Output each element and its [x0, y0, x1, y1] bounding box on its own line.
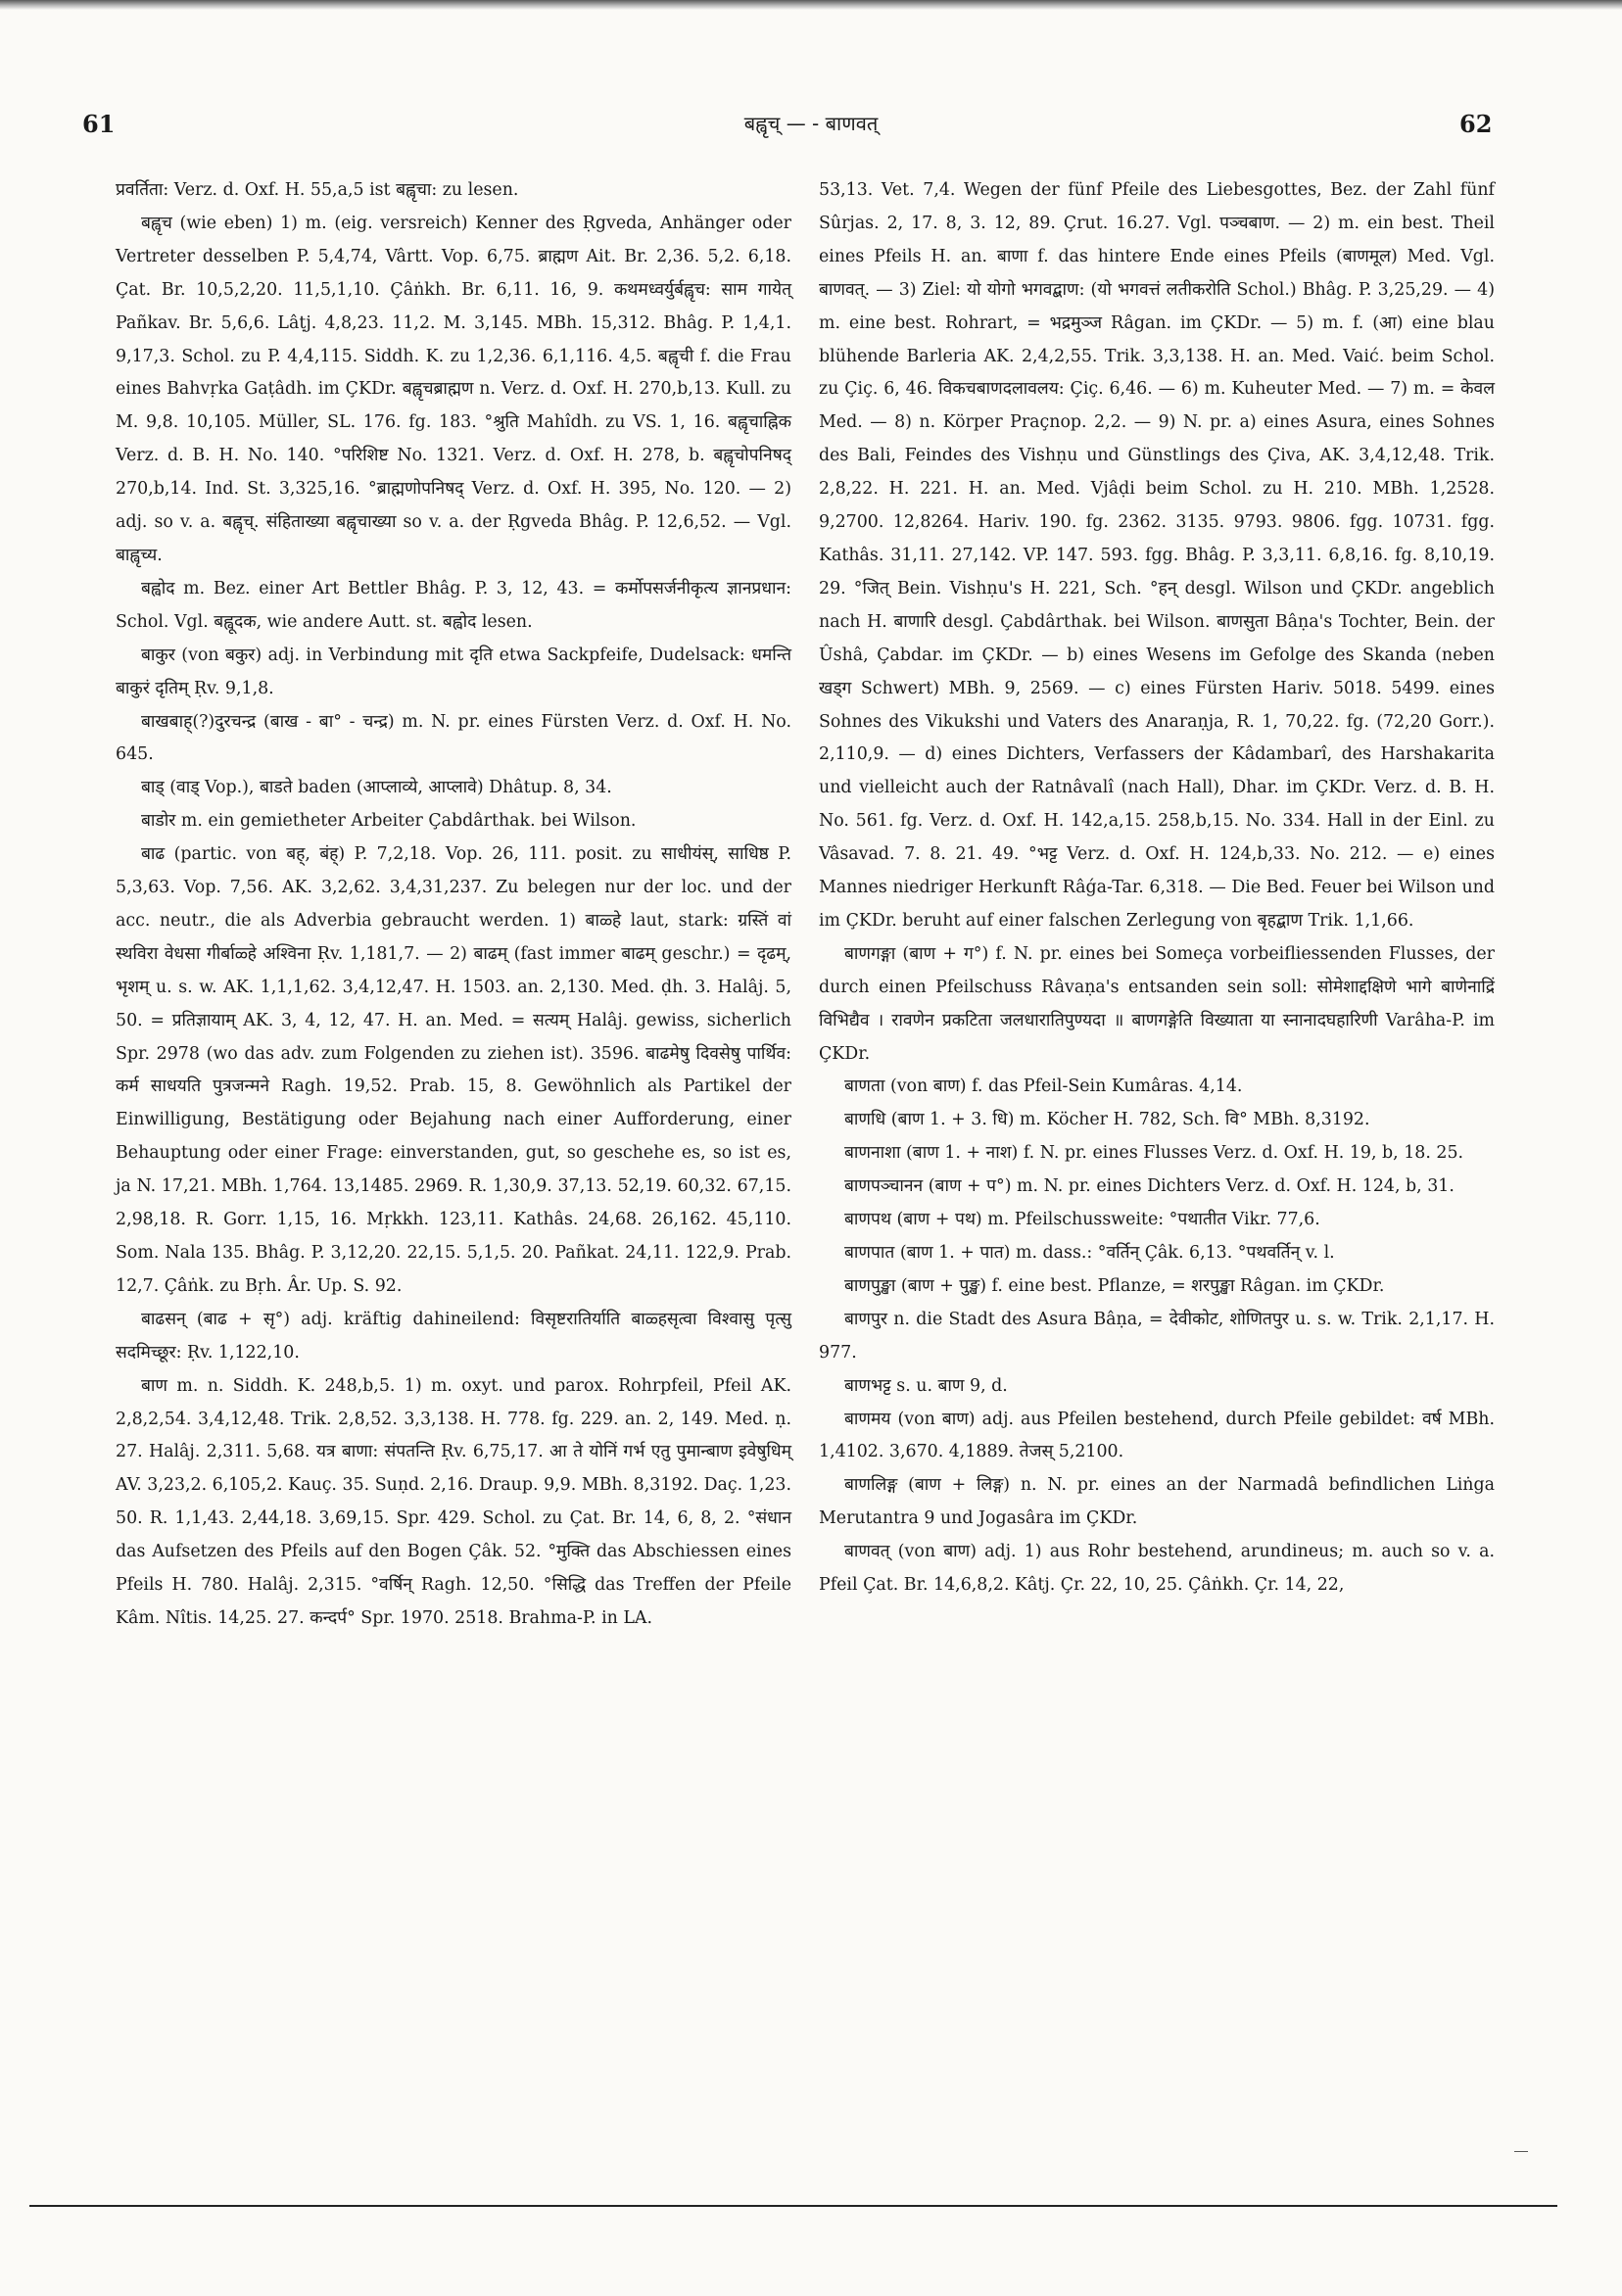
entry-paragraph: बाणधि (बाण 1. + 3. धि) m. Köcher H. 782, Sch. वि° MBh. 8,3192. — [844, 1110, 1370, 1130]
scan-edge — [0, 0, 1622, 10]
entry-paragraph: बाणपञ्चानन (बाण + प°) m. N. pr. eines Dichters Verz. d. Oxf. H. 124, b, 31. — [844, 1176, 1455, 1197]
entry-paragraph: बाणपुङ्खा (बाण + पुङ्ख) f. eine best. Pflanze, = शरपुङ्खा Râgan. im ÇKDr. — [844, 1275, 1385, 1296]
entry-paragraph: बाणपथ (बाण + पथ) m. Pfeilschussweite: °पथातीत Vikr. 77,6. — [844, 1210, 1320, 1230]
entry-paragraph: बाणता (von बाण) f. das Pfeil-Sein Kumâras. 4,14. — [844, 1076, 1243, 1097]
page-number-left: 61 — [82, 110, 116, 138]
left-column — [116, 174, 791, 1636]
entry-paragraph: प्रवर्तिता: Verz. d. Oxf. H. 55,a,5 ist बह्वृचा: zu lesen. — [116, 180, 519, 200]
page-number-right: 62 — [1459, 110, 1493, 138]
entry-paragraph: बाणभट्ट s. u. बाण 9, d. — [844, 1375, 1008, 1396]
entry-paragraph: बाण m. n. Siddh. K. 248,b,5. 1) m. oxyt. und parox. Rohrpfeil, Pfeil AK. 2,8,2,54. 3,4,12,48. Trik. 2,8,52. 3,3,138. H. 778. fg. 229. an. 2, 149. Med. ṇ. 27. Halâj. 2,311. 5,68. यत्र बाणा: संपतन्ति Ṛv. 6,75,17. आ ते योनिं गर्भ एतु पुमान्बाण इवेषुधिम् AV. 3,23,2. 6,105,2. Kauç. 35. Suṇd. 2,16. Draup. 9,9. MBh. 8,3192. Daç. 1,23. 50. R. 1,1,43. 2,44,18. 3,69,15. Spr. 429. Schol. zu Çat. Br. 14, 6, 8, 2. °संधान das Aufsetzen des Pfeils auf den Bogen Çâk. 52. °मुक्ति das Abschiessen eines Pfeils H. 780. Halâj. 2,315. °वर्षिन् Ragh. 12,50. °सिद्धि das Treffen der Pfeile Kâm. Nîtis. 14,25. 27. कन्दर्प° Spr. 1970. 2518. Brahma-P. in LA. — [116, 1375, 791, 1628]
entry-paragraph: बाखबाह्(?)दुरचन्द्र (बाख - बा° - चन्द्र) m. N. pr. eines Fürsten Verz. d. Oxf. H. No. 645. — [116, 711, 791, 765]
running-header — [0, 110, 1622, 149]
right-column — [819, 174, 1495, 1602]
entry-paragraph: बाणमय (von बाण) adj. aus Pfeilen bestehend, durch Pfeile gebildet: वर्ष MBh. 1,4102. 3,670. 4,1889. तेजस् 5,2100. — [819, 1409, 1495, 1462]
entry-paragraph: बाड् (वाड् Vop.), बाडते baden (आप्लाव्ये, आप्लावे) Dhâtup. 8, 34. — [141, 778, 612, 798]
page-mark — [1514, 2151, 1528, 2152]
entry-paragraph: बाणपुर n. die Stadt des Asura Bâṇa, = देवीकोट, शोणितपुर u. s. w. Trik. 2,1,17. H. 977. — [819, 1309, 1495, 1363]
entry-paragraph: बाणलिङ्ग (बाण + लिङ्ग) n. N. pr. eines an der Narmadâ befindlichen Liṅga Merutantra 9 und Jogasâra im ÇKDr. — [819, 1475, 1495, 1529]
entry-paragraph: बह्वोद m. Bez. einer Art Bettler Bhâg. P. 3, 12, 43. = कर्मोपसर्जनीकृत्य ज्ञानप्रधान: Schol. Vgl. बह्वूदक, wie andere Autt. st. बह्वोद lesen. — [116, 578, 791, 632]
entry-paragraph: बाणपात (बाण 1. + पात) m. dass.: °वर्तिन् Çâk. 6,13. °पथवर्तिन् v. l. — [844, 1243, 1335, 1263]
entry-paragraph: बाणगङ्गा (बाण + ग°) f. N. pr. eines bei Someça vorbeifliessenden Flusses, der durch einen Pfeilschuss Râvaṇa's entsanden sein soll: सोमेशाद्दक्षिणे भागे बाणेनाद्रिं विभिद्यैव । रावणेन प्रकटिता जलधारातिपुण्यदा ॥ बाणगङ्गेति विख्याता या स्नानादघहारिणी Varâha-P. im ÇKDr. — [819, 943, 1495, 1064]
entry-paragraph: बाढसन् (बाढ + सृ°) adj. kräftig dahineilend: विसृष्टरातिर्याति बाळ्हसृत्वा विश्वासु पृत्सु सदमिच्छूर: Ṛv. 1,122,10. — [116, 1309, 791, 1363]
entry-paragraph: बाढ (partic. von बह्, बंह्) P. 7,2,18. Vop. 26, 111. posit. zu साधीयंस्, साधिष्ठ P. 5,3,63. Vop. 7,56. AK. 3,2,62. 3,4,31,237. Zu belegen nur der loc. und der acc. neutr., die als Adverbia gebraucht werden. 1) बाळ्हे laut, stark: ग्रस्तिं वां स्थविरा वेधसा गीर्बाळ्हे अश्विना Ṛv. 1,181,7. — 2) बाढम् (fast immer बाढम् geschr.) = दृढम्, भृशम् u. s. w. AK. 1,1,1,62. 3,4,12,47. H. 1503. an. 2,130. Med. ḍh. 3. Halâj. 5, 50. = प्रतिज्ञायाम् AK. 3, 4, 12, 47. H. an. Med. = सत्यम् Halâj. gewiss, sicherlich Spr. 2978 (wo das adv. zum Folgenden zu ziehen ist). 3596. बाढमेषु दिवसेषु पार्थिव: कर्म साधयति पुत्रजन्मने Ragh. 19,52. Prab. 15, 8. Gewöhnlich als Partikel der Einwilligung, Bestätigung oder Bejahung nach einer Aufforderung, einer Behauptung oder einer Frage: einverstanden, gut, so geschehe es, so ist es, ja N. 17,21. MBh. 1,764. 13,1485. 2969. R. 1,30,9. 37,13. 52,19. 60,32. 67,15. 2,98,18. R. Gorr. 1,15, 16. Mṛkkh. 123,11. Kathâs. 24,68. 26,162. 45,110. Som. Nala 135. Bhâg. P. 3,12,20. 22,15. 5,1,5. 20. Pañkat. 24,11. 122,9. Prab. 12,7. Çâṅk. zu Bṛh. Âr. Up. S. 92. — [116, 844, 792, 1296]
entry-paragraph: बाडोर m. ein gemietheter Arbeiter Çabdârthak. bei Wilson. — [141, 811, 637, 832]
headword-range: बह्वृच् — - बाणवत् — [743, 112, 879, 135]
entry-paragraph: 53,13. Vet. 7,4. Wegen der fünf Pfeile des Liebesgottes, Bez. der Zahl fünf Sûrjas. 2, 17. 8, 3. 12, 89. Çrut. 16.27. Vgl. पञ्चबाण. — 2) m. ein best. Theil eines Pfeils H. an. बाणा f. das hintere Ende eines Pfeils (बाणमूल) Med. Vgl. बाणवत्. — 3) Ziel: यो योगो भगवद्बाण: (यो भगवत्तं लतीकरोति Schol.) Bhâg. P. 3,25,29. — 4) m. eine best. Rohrart, = भद्रमुञ्ज Râgan. im ÇKDr. — 5) m. f. (आ) eine blau blühende Barleria AK. 2,4,2,55. Trik. 3,3,138. H. an. Med. Vaić. beim Schol. zu Çiç. 6, 46. विकचबाणदलावलय: Çiç. 6,46. — 6) m. Kuheuter Med. — 7) m. = केवल Med. — 8) n. Körper Praçnop. 2,2. — 9) N. pr. a) eines Asura, eines Sohnes des Bali, Feindes des Vishṇu und Günstlings des Çiva, AK. 3,4,12,48. Trik. 2,8,22. H. 221. H. an. Med. Vjâḍi beim Schol. zu H. 210. MBh. 1,2528. 9,2700. 12,8264. Hariv. 190. fg. 2362. 3135. 9793. 9806. fgg. 10731. fgg. Kathâs. 31,11. 27,142. VP. 147. 593. fgg. Bhâg. P. 3,3,11. 6,8,16. fg. 8,10,19. 29. °जित् Bein. Vishṇu's H. 221, Sch. °हन् desgl. Wilson und ÇKDr. angeblich nach H. बाणारि desgl. Çabdârthak. bei Wilson. बाणसुता Bâṇa's Tochter, Bein. der Ûshâ, Çabdar. im ÇKDr. — b) eines Wesens im Gefolge des Skanda (neben खड्ग Schwert) MBh. 9, 2569. — c) eines Fürsten Hariv. 5018. 5499. eines Sohnes des Vikukshi und Vaters des Anaraṇja, R. 1, 70,22. fg. (72,20 Gorr.). 2,110,9. — d) eines Dichters, Verfassers der Kâdambarî, des Harshakarita und vielleicht auch der Ratnâvalî (nach Hall), Dhar. im ÇKDr. Verz. d. B. H. No. 561. fg. Verz. d. Oxf. H. 142,a,15. 258,b,15. No. 334. Hall in der Einl. zu Vâsavad. 7. 8. 21. 49. °भट्ट Verz. d. Oxf. H. 124,b,33. No. 212. — e) eines Mannes niedriger Herkunft Râǵa-Tar. 6,318. — Die Bed. Feuer bei Wilson und im ÇKDr. beruht auf einer falschen Zerlegung von बृहद्बाण Trik. 1,1,66. — [819, 180, 1495, 931]
footer-rule — [29, 2205, 1557, 2207]
entry-paragraph: बाणवत् (von बाण) adj. 1) aus Rohr bestehend, arundineus; m. auch so v. a. Pfeil Çat. Br. 14,6,8,2. Kâtj. Çr. 22, 10, 25. Çâṅkh. Çr. 14, 22, — [819, 1542, 1495, 1596]
entry-paragraph: बह्वृच (wie eben) 1) m. (eig. versreich) Kenner des Ṛgveda, Anhänger oder Vertreter desselben P. 5,4,74, Vârtt. Vop. 6,75. ब्राह्मण Ait. Br. 2,36. 5,2. 6,18. Çat. Br. 10,5,2,20. 11,5,1,10. Çâṅkh. Br. 6,11. 16, 9. कथमध्वर्युर्बह्वृच: साम गायेत् Pañkav. Br. 5,6,6. Lâṭj. 4,8,23. 11,2. M. 3,145. MBh. 15,312. Bhâg. P. 1,4,1. 9,17,3. Schol. zu P. 4,4,115. Siddh. K. zu 1,2,36. 6,1,116. 4,5. बह्वृची f. die Frau eines Bahvṛka Gaṭâdh. im ÇKDr. बह्वृचब्राह्मण n. Verz. d. Oxf. H. 270,b,13. Kull. zu M. 9,8. 10,105. Müller, SL. 176. fg. 183. °श्रुति Mahîdh. zu VS. 1, 16. बह्वृचाह्निक Verz. d. B. H. No. 140. °परिशिष्ट No. 1321. Verz. d. Oxf. H. 278, b. बह्वृचोपनिषद् 270,b,14. Ind. St. 3,325,16. °ब्राह्मणोपनिषद् Verz. d. Oxf. H. 395, No. 120. — 2) adj. so v. a. बह्वृच्. संहिताख्या बह्वृचाख्या so v. a. der Ṛgveda Bhâg. P. 12,6,52. — Vgl. बाह्वृच्य. — [116, 213, 791, 565]
entry-paragraph: बाणनाशा (बाण 1. + नाश) f. N. pr. eines Flusses Verz. d. Oxf. H. 19, b, 18. 25. — [844, 1143, 1464, 1164]
entry-paragraph: बाकुर (von बकुर) adj. in Verbindung mit दृति etwa Sackpfeife, Dudelsack: धमन्ति बाकुरं दृतिम् Ṛv. 9,1,8. — [116, 645, 791, 698]
